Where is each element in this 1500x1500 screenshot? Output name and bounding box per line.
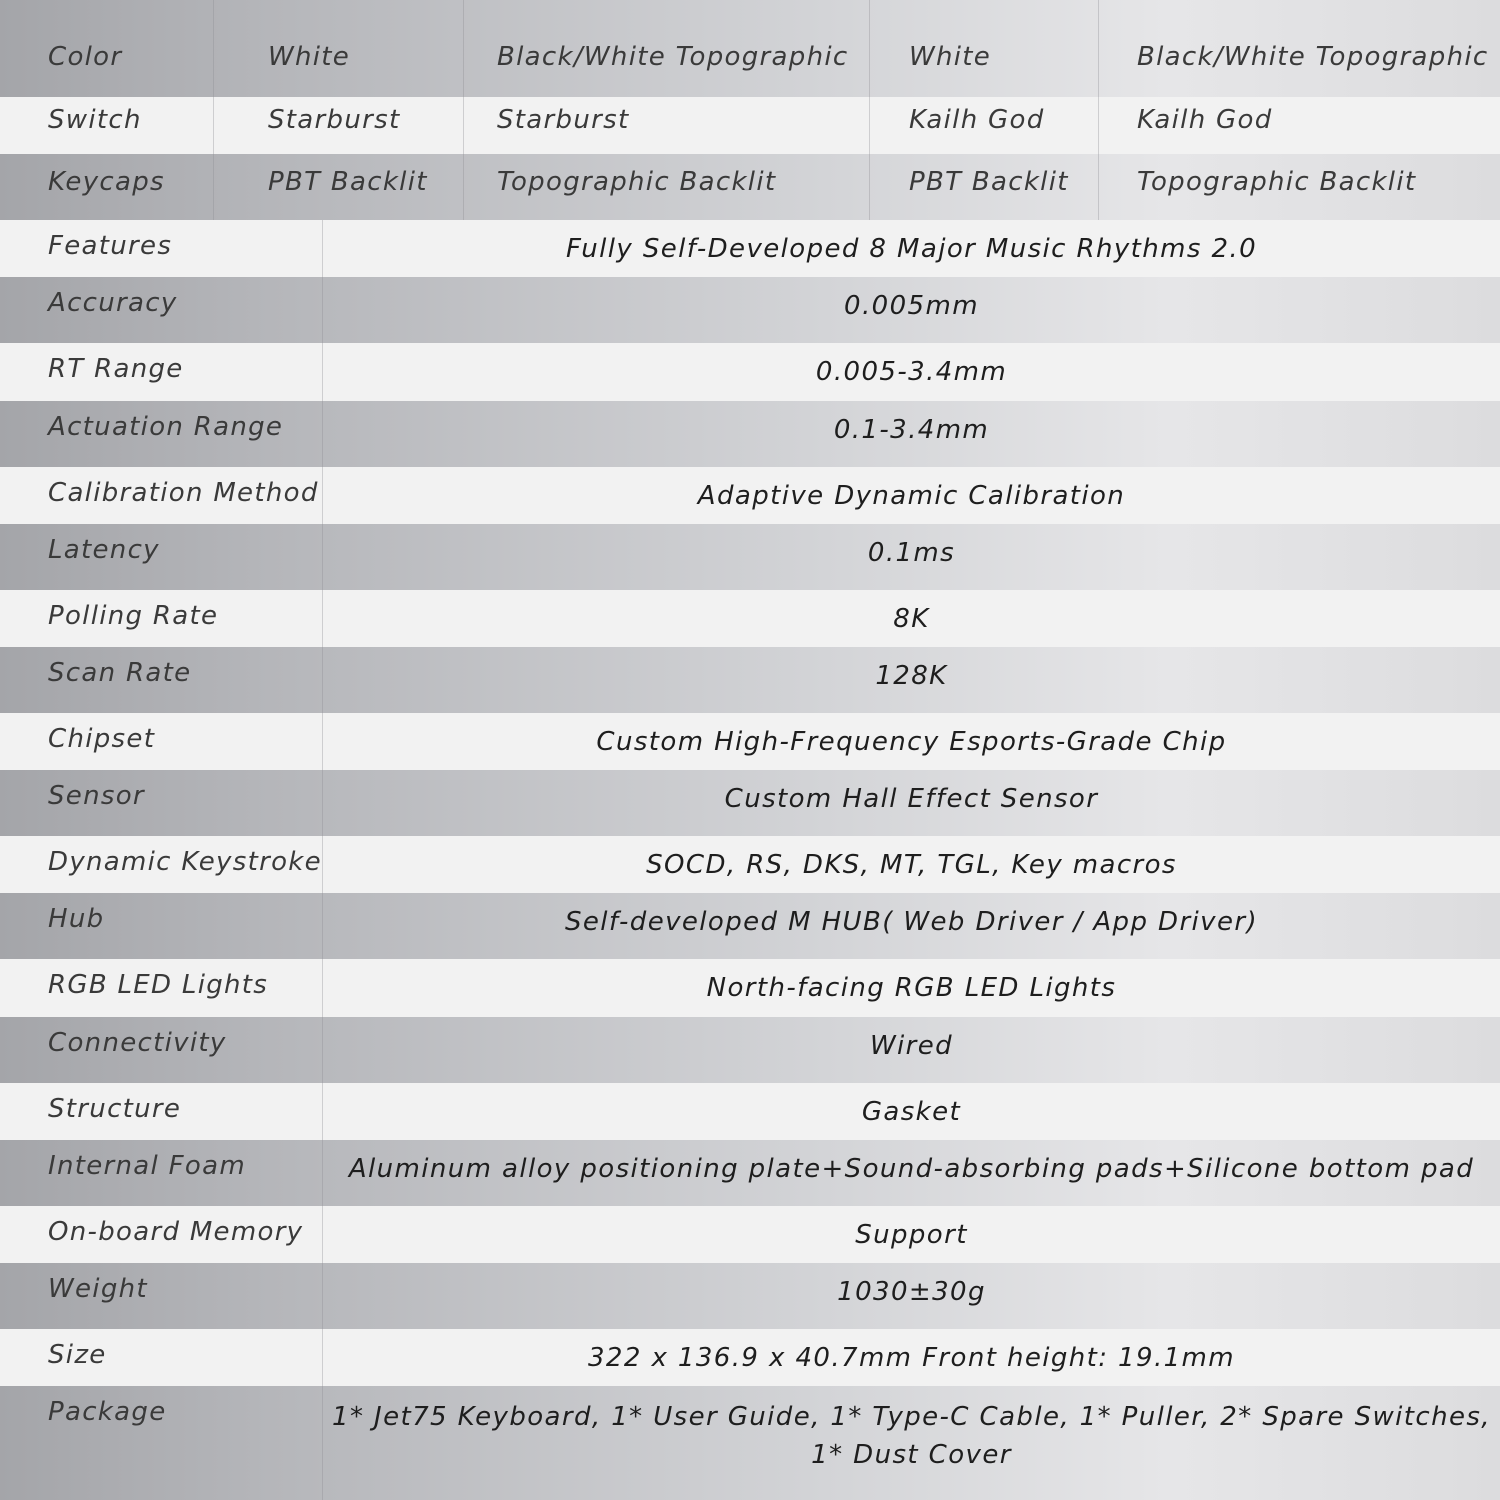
row-label: On-board Memory <box>0 1206 323 1263</box>
spec-row <box>0 1263 1500 1329</box>
row-label: Dynamic Keystroke <box>0 836 323 893</box>
row-value: Adaptive Dynamic Calibration <box>697 481 1126 511</box>
spec-row <box>0 1017 1500 1083</box>
variant-cell: Topographic Backlit <box>1098 154 1500 220</box>
variant-cell: PBT Backlit <box>213 154 463 220</box>
row-value: Wired <box>869 1031 954 1061</box>
spec-row <box>0 467 1500 524</box>
variant-cell: PBT Backlit <box>869 154 1098 220</box>
row-value: Gasket <box>861 1097 962 1127</box>
spec-row <box>0 277 1500 343</box>
variant-row-color <box>0 0 1500 97</box>
variant-cell: White <box>213 0 463 97</box>
row-label: Calibration Method <box>0 467 323 524</box>
row-label: Scan Rate <box>0 647 323 713</box>
spec-row <box>0 836 1500 893</box>
spec-row-package <box>0 1386 1500 1500</box>
row-value: Aluminum alloy positioning plate+Sound-absorbing pads+Silicone bottom pad <box>348 1154 1475 1184</box>
row-value: 1030±30g <box>837 1277 986 1307</box>
package-line: 1* Jet75 Keyboard, 1* User Guide, 1* Type-C Cable, 1* Puller, 2* Spare Switches, <box>332 1402 1491 1432</box>
row-label: Latency <box>0 524 323 590</box>
spec-row <box>0 401 1500 467</box>
spec-row <box>0 647 1500 713</box>
variant-cell: Kailh God <box>1098 97 1500 154</box>
row-label: Keycaps <box>48 167 165 197</box>
row-value: Fully Self-Developed 8 Major Music Rhythms 2.0 <box>565 234 1258 264</box>
row-value: 128K <box>875 661 948 691</box>
spec-row <box>0 524 1500 590</box>
package-line: 1* Dust Cover <box>811 1440 1012 1470</box>
row-label: Hub <box>0 893 323 959</box>
variant-cell: White <box>869 0 1098 97</box>
row-value: 0.1-3.4mm <box>833 415 990 445</box>
row-value: 0.1ms <box>867 538 956 568</box>
row-label: Internal Foam <box>0 1140 323 1206</box>
row-label: Connectivity <box>0 1017 323 1083</box>
row-label: Color <box>48 42 123 72</box>
spec-row <box>0 893 1500 959</box>
variant-cell: Black/White Topographic <box>1098 0 1500 97</box>
variant-row-switch <box>0 97 1500 154</box>
row-label: Package <box>0 1386 323 1500</box>
row-label: Structure <box>0 1083 323 1140</box>
spec-row <box>0 590 1500 647</box>
spec-row <box>0 713 1500 770</box>
spec-row <box>0 1329 1500 1386</box>
row-label: RGB LED Lights <box>0 959 323 1017</box>
variant-cell: Topographic Backlit <box>463 154 869 220</box>
row-label: Switch <box>48 105 142 135</box>
spec-row <box>0 1206 1500 1263</box>
variant-cell: Starburst <box>213 97 463 154</box>
spec-row <box>0 1083 1500 1140</box>
row-value <box>323 1386 1500 1500</box>
row-label: Size <box>0 1329 323 1386</box>
row-value: Self-developed M HUB( Web Driver / App Driver) <box>565 907 1258 937</box>
row-value: North-facing RGB LED Lights <box>706 973 1117 1003</box>
row-label: Accuracy <box>0 277 323 343</box>
variant-cell: Starburst <box>463 97 869 154</box>
row-value: 322 x 136.9 x 40.7mm Front height: 19.1mm <box>587 1343 1236 1373</box>
spec-row <box>0 343 1500 401</box>
row-value: 0.005-3.4mm <box>815 357 1008 387</box>
row-label: Features <box>0 220 323 277</box>
row-value: 0.005mm <box>844 291 979 321</box>
spec-row <box>0 1140 1500 1206</box>
spec-row <box>0 220 1500 277</box>
row-label: Sensor <box>0 770 323 836</box>
row-value: Support <box>855 1220 968 1250</box>
row-value: Custom High-Frequency Esports-Grade Chip <box>596 727 1227 757</box>
row-value: SOCD, RS, DKS, MT, TGL, Key macros <box>646 850 1177 880</box>
row-label: Weight <box>0 1263 323 1329</box>
spec-row <box>0 770 1500 836</box>
row-label: RT Range <box>0 343 323 401</box>
variant-cell: Black/White Topographic <box>463 0 869 97</box>
row-value: 8K <box>893 604 930 634</box>
row-label: Polling Rate <box>0 590 323 647</box>
spec-row <box>0 959 1500 1017</box>
row-label: Chipset <box>0 713 323 770</box>
variant-row-keycaps <box>0 154 1500 220</box>
row-label: Actuation Range <box>0 401 323 467</box>
variant-cell: Kailh God <box>869 97 1098 154</box>
row-value: Custom Hall Effect Sensor <box>724 784 1099 814</box>
